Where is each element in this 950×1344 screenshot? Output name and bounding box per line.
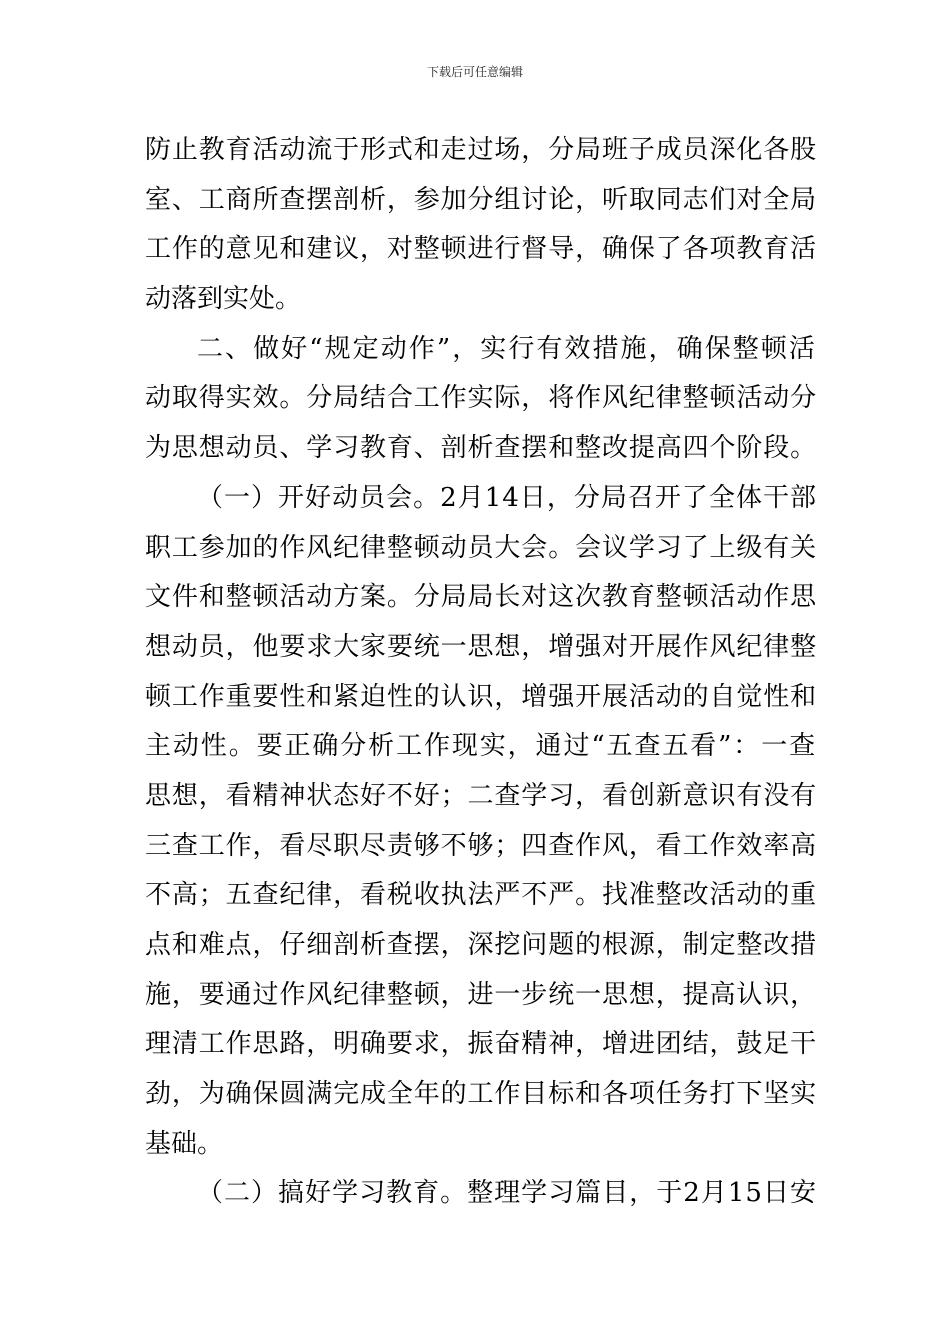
text-line: 基础。 bbox=[145, 1128, 224, 1159]
text-line: 动落到实处。 bbox=[145, 284, 302, 315]
document-body bbox=[145, 126, 817, 1219]
text-line: 防止教育活动流于形式和走过场，分局班子成员深化各股 bbox=[145, 135, 817, 165]
text-line: 动取得实效。分局结合工作实际，将作风纪律整顿活动分 bbox=[145, 383, 817, 414]
text-line: 文件和整顿活动方案。分局局长对这次教育整顿活动作思 bbox=[145, 582, 817, 613]
text-line: 不高；五查纪律，看税收执法严不严。找准整改活动的重 bbox=[145, 880, 817, 911]
text-line: 思想，看精神状态好不好；二查学习，看创新意识有没有 bbox=[145, 780, 817, 811]
text-line: 点和难点，仔细剖析查摆，深挖问题的根源，制定整改措 bbox=[145, 930, 817, 960]
text-line: 职工参加的作风纪律整顿动员大会。会议学习了上级有关 bbox=[145, 532, 817, 563]
text-line: 三查工作，看尽职尽责够不够；四查作风，看工作效率高 bbox=[145, 830, 817, 861]
text-line: 劲，为确保圆满完成全年的工作目标和各项任务打下坚实 bbox=[145, 1079, 817, 1110]
text-line: 室、工商所查摆剖析，参加分组讨论，听取同志们对全局 bbox=[145, 184, 817, 215]
text-line: 顿工作重要性和紧迫性的认识，增强开展活动的自觉性和 bbox=[145, 681, 817, 712]
text-line: 为思想动员、学习教育、剖析查摆和整改提高四个阶段。 bbox=[145, 433, 817, 464]
text-line: （一）开好动员会。2月14日，分局召开了全体干部 bbox=[197, 482, 817, 513]
text-line: 二、做好“规定动作”，实行有效措施，确保整顿活 bbox=[197, 333, 817, 364]
page-header: 下载后可任意编辑 bbox=[426, 65, 523, 79]
text-line: 想动员，他要求大家要统一思想，增强对开展作风纪律整 bbox=[145, 631, 817, 662]
text-line: （二）搞好学习教育。整理学习篇目，于2月15日安 bbox=[197, 1178, 817, 1209]
text-line: 工作的意见和建议，对整顿进行督导，确保了各项教育活 bbox=[145, 234, 817, 265]
text-line: 施，要通过作风纪律整顿，进一步统一思想，提高认识， bbox=[145, 979, 817, 1010]
text-line: 理清工作思路，明确要求，振奋精神，增进团结，鼓足干 bbox=[145, 1029, 817, 1060]
text-line: 主动性。要正确分析工作现实，通过“五查五看”：一查 bbox=[145, 731, 817, 762]
